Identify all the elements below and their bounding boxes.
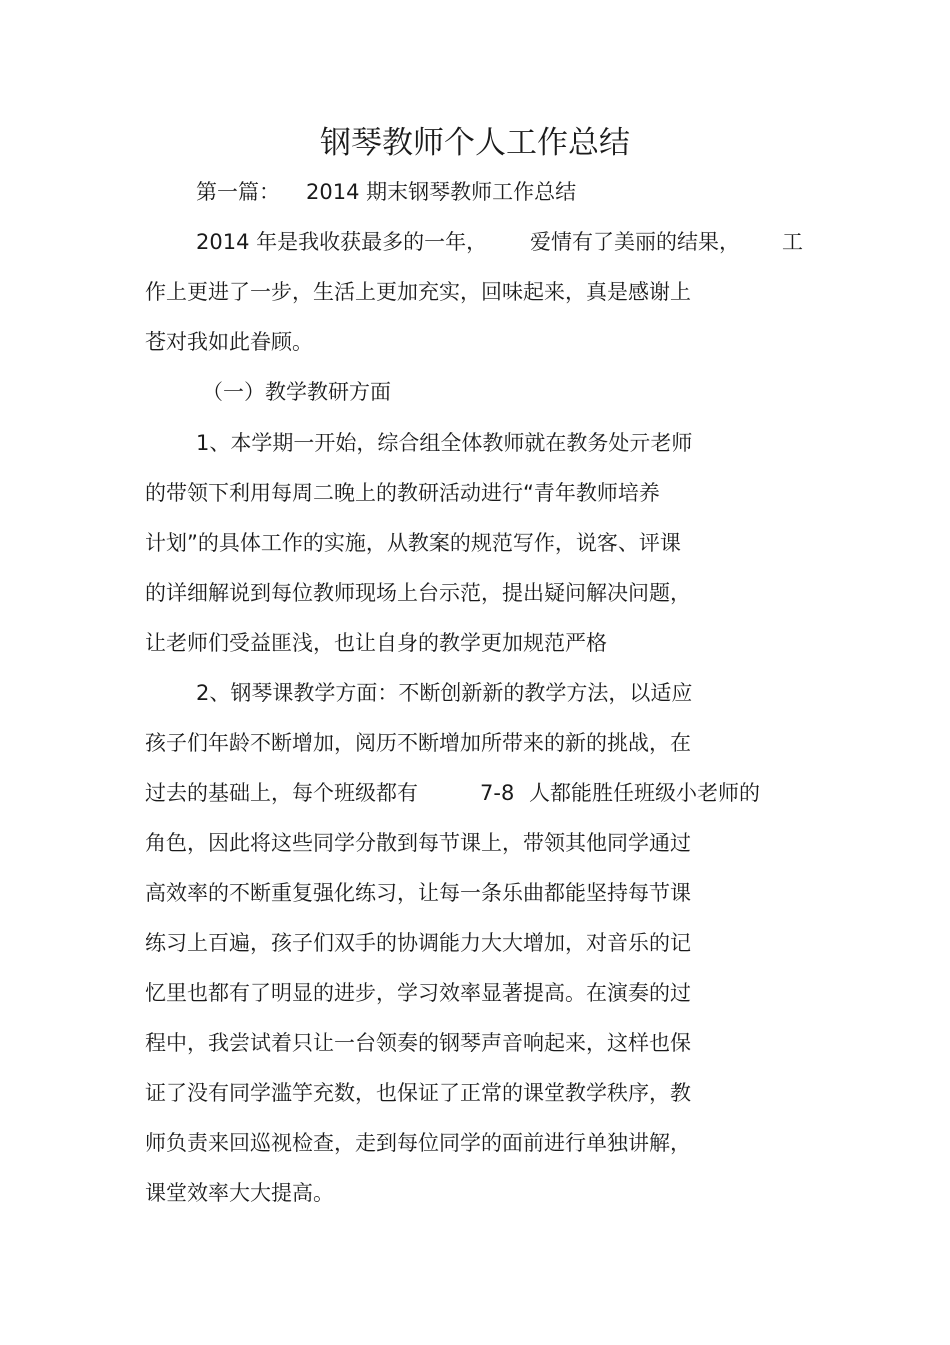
para2-line: 忆里也都有了明显的进步，学习效率显著提高。在演奏的过 [145,981,691,1005]
para2-line: 程中，我尝试着只让一台领奏的钢琴声音响起来，这样也保 [145,1031,691,1055]
para2-line-3a: 过去的基础上，每个班级都有 [145,781,418,805]
intro-line-1b: 爱情有了美丽的结果， [530,230,740,254]
para2-line-3b: 7-8 [480,781,515,805]
para1-line: 计划”的具体工作的实施，从教案的规范写作，说客、评课 [145,531,681,555]
subtitle-line [196,177,576,207]
para2-line-3c: 人都能胜任班级小老师的 [529,781,760,805]
para2-line: 高效率的不断重复强化练习，让每一条乐曲都能坚持每节课 [145,881,691,905]
para2-line-1: 2、钢琴课教学方面：不断创新新的教学方法，以适应 [196,681,693,705]
intro-line-1a: 2014 年是我收获最多的一年， [196,230,488,254]
para2-line: 角色，因此将这些同学分散到每节课上，带领其他同学通过 [145,831,691,855]
subtitle-text: 2014 期末钢琴教师工作总结 [306,180,577,204]
para1-line: 让老师们受益匪浅，也让自身的教学更加规范严格 [145,631,607,655]
para2-line: 师负责来回巡视检查，走到每位同学的面前进行单独讲解， [145,1131,691,1155]
para2-line-2: 孩子们年龄不断增加，阅历不断增加所带来的新的挑战，在 [145,731,691,755]
para1-line: 的详细解说到每位教师现场上台示范，提出疑问解决问题， [145,581,691,605]
section-heading: （一）教学教研方面 [202,380,391,404]
intro-line-1c: 工 [782,230,803,254]
para1-line: 的带领下利用每周二晚上的教研活动进行“青年教师培养 [145,481,660,505]
para2-line: 练习上百遍，孩子们双手的协调能力大大增加，对音乐的记 [145,931,691,955]
para2-line: 课堂效率大大提高。 [145,1181,334,1205]
intro-line-2: 作上更进了一步，生活上更加充实，回味起来，真是感谢上 [145,280,691,304]
subtitle-prefix: 第一篇： [196,180,280,204]
document-title: 钢琴教师个人工作总结 [320,125,630,161]
para1-line: 1、本学期一开始，综合组全体教师就在教务处亓老师 [196,431,693,455]
para2-line: 证了没有同学滥竽充数，也保证了正常的课堂教学秩序，教 [145,1081,691,1105]
intro-line-3: 苍对我如此眷顾。 [145,330,313,354]
